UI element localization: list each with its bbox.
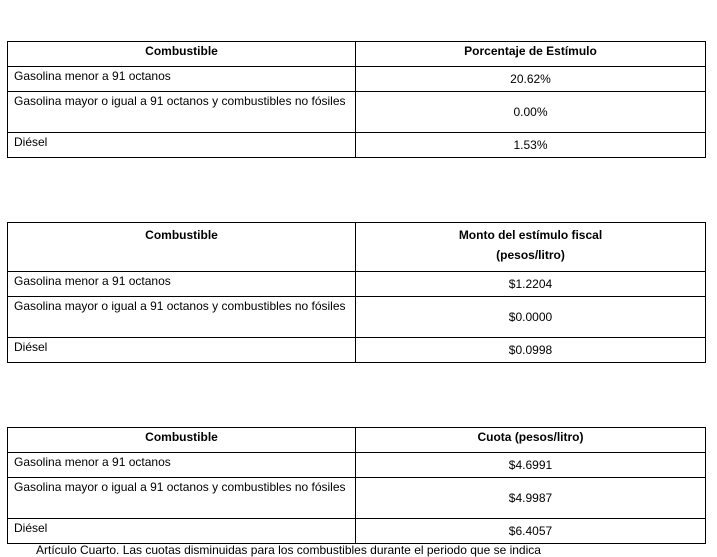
value-cell: 1.53% [356, 133, 706, 158]
value-cell: $1.2204 [356, 272, 706, 297]
table-row [8, 338, 706, 363]
table-row [8, 297, 706, 338]
value-cell: 20.62% [356, 67, 706, 92]
column-header-fuel: Combustible [8, 42, 356, 67]
table-header-row [8, 428, 706, 453]
fuel-cell: Gasolina mayor o igual a 91 octanos y combustibles no fósiles [8, 92, 356, 133]
column-header-fee: Cuota (pesos/litro) [356, 428, 706, 453]
fuel-cell: Diésel [8, 338, 356, 363]
fuel-cell: Diésel [8, 519, 356, 544]
value-cell: $4.9987 [356, 478, 706, 519]
table-row [8, 133, 706, 158]
column-header-fuel: Combustible [8, 223, 356, 272]
column-header-fuel: Combustible [8, 428, 356, 453]
table-header-row [8, 223, 706, 272]
fuel-cell: Gasolina menor a 91 octanos [8, 272, 356, 297]
column-header-percentage: Porcentaje de Estímulo [356, 42, 706, 67]
fee-table [7, 427, 706, 544]
table-header-row [8, 42, 706, 67]
table-row [8, 67, 706, 92]
fuel-cell: Gasolina mayor o igual a 91 octanos y combustibles no fósiles [8, 297, 356, 338]
fuel-cell: Gasolina menor a 91 octanos [8, 67, 356, 92]
value-cell: 0.00% [356, 92, 706, 133]
table-row [8, 92, 706, 133]
fuel-cell: Gasolina mayor o igual a 91 octanos y combustibles no fósiles [8, 478, 356, 519]
table-row [8, 519, 706, 544]
column-header-amount-line2: (pesos/litro) [496, 248, 565, 262]
table-row [8, 272, 706, 297]
fiscal-stimulus-amount-table [7, 222, 706, 363]
fuel-cell: Gasolina menor a 91 octanos [8, 453, 356, 478]
value-cell: $0.0998 [356, 338, 706, 363]
value-cell: $0.0000 [356, 297, 706, 338]
stimulus-percentage-table [7, 41, 706, 158]
value-cell: $6.4057 [356, 519, 706, 544]
fuel-cell: Diésel [8, 133, 356, 158]
value-cell: $4.6991 [356, 453, 706, 478]
cut-off-paragraph: Artículo Cuarto. Las cuotas disminuidas para los combustibles durante el periodo que se indica [36, 543, 541, 557]
table-row [8, 453, 706, 478]
table-row [8, 478, 706, 519]
column-header-amount-line1: Monto del estímulo fiscal [458, 228, 603, 242]
column-header-amount [356, 223, 706, 272]
